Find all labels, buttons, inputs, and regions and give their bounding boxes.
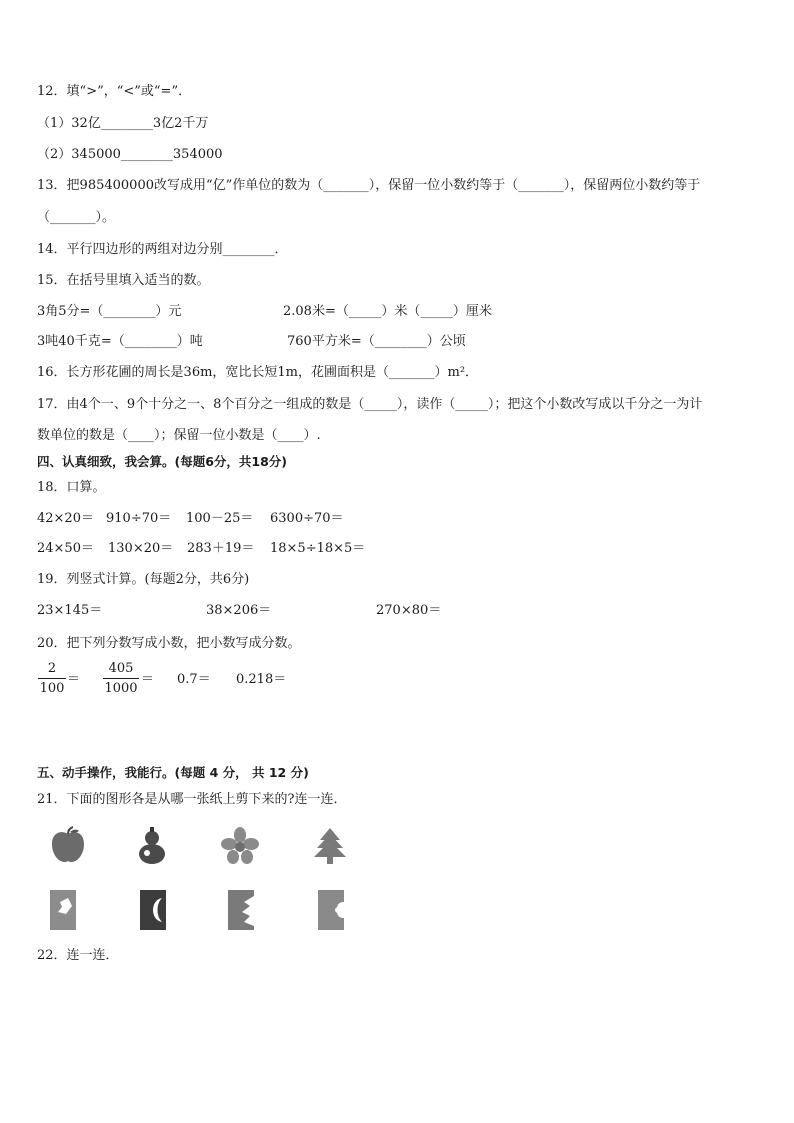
q18-r2-c2: 130×20＝ [108,541,174,556]
gourd-icon [135,826,169,866]
paper-cut-1 [48,888,80,932]
q20-decimal-1: 0.7＝ [177,672,211,687]
q16-line: 16．长方形花圃的周长是36m，宽比长短1m，花圃面积是（_______）m²． [37,365,479,380]
q15-item-b: 2.08米=（_____）米（_____）厘米 [283,304,492,319]
section5-title: 五、动手操作，我能行。(每题 4 分， 共 12 分) [37,765,309,780]
fraction-2-equals: ＝ [141,672,155,687]
apple-icon [48,826,88,866]
fraction-1-bar [38,678,66,679]
q17-line2: 数单位的数是（____）；保留一位小数是（____）. [37,428,321,443]
q19-stem: 19．列竖式计算。(每题2分，共6分) [37,572,250,587]
tree-icon [311,826,349,866]
q15-item-c: 3吨40千克=（________）吨 [37,334,203,349]
q18-stem: 18．口算。 [37,480,106,495]
q22-stem: 22．连一连． [37,948,119,963]
q18-r2-c4: 18×5÷18×5＝ [270,541,366,556]
flower-icon [220,826,260,866]
q19-item-1: 23×145＝ [37,603,103,618]
q19-item-3: 270×80＝ [376,603,442,618]
q13-line1: 13．把985400000改写成用“亿”作单位的数为（_______），保留一位小数约等于（_______），保留两位小数约等于 [37,178,701,193]
fraction-2-denominator: 1000 [104,681,138,696]
q17-line1: 17．由4个一、9个十分之一、8个百分之一组成的数是（_____），读作（_____）；把这个小数改写成以千分之一为计 [37,397,703,412]
q18-r1-c1: 42×20＝ [37,511,94,526]
q15-item-d: 760平方米=（________）公顷 [287,334,466,349]
paper-cut-2 [138,888,170,932]
q12-part1: （1）32亿________3亿2千万 [37,116,209,131]
q18-r1-c4: 6300÷70＝ [270,511,344,526]
q15-item-a: 3角5分=（________）元 [37,304,182,319]
q19-item-2: 38×206＝ [206,603,272,618]
q21-stem: 21．下面的图形各是从哪一张纸上剪下来的?连一连． [37,792,347,807]
q20-fraction-1 [38,661,66,696]
q18-r1-c2: 910÷70＝ [106,511,172,526]
q20-fraction-2 [103,661,139,696]
q18-r2-c3: 283＋19＝ [187,541,255,556]
q18-r1-c3: 100－25＝ [186,511,254,526]
paper-cut-3 [226,888,258,932]
q15-stem: 15．在括号里填入适当的数。 [37,273,210,288]
q12-part2: （2）345000________354000 [37,147,223,162]
q20-stem: 20．把下列分数写成小数，把小数写成分数。 [37,636,301,651]
q13-line2: （_______）。 [37,210,116,225]
q12-stem: 12．填“>”，“<”或“=”． [37,84,192,99]
section4-title: 四、认真细致，我会算。(每题6分，共18分) [37,454,288,469]
fraction-1-equals: ＝ [67,672,81,687]
q14-line: 14．平行四边形的两组对边分别________． [37,242,288,257]
fraction-2-bar [103,678,139,679]
q18-r2-c1: 24×50＝ [37,541,94,556]
fraction-2-numerator: 405 [108,661,134,676]
fraction-1-numerator: 2 [47,661,57,676]
paper-cut-4 [316,888,348,932]
fraction-1-denominator: 100 [39,681,65,696]
q20-decimal-2: 0.218＝ [236,672,287,687]
